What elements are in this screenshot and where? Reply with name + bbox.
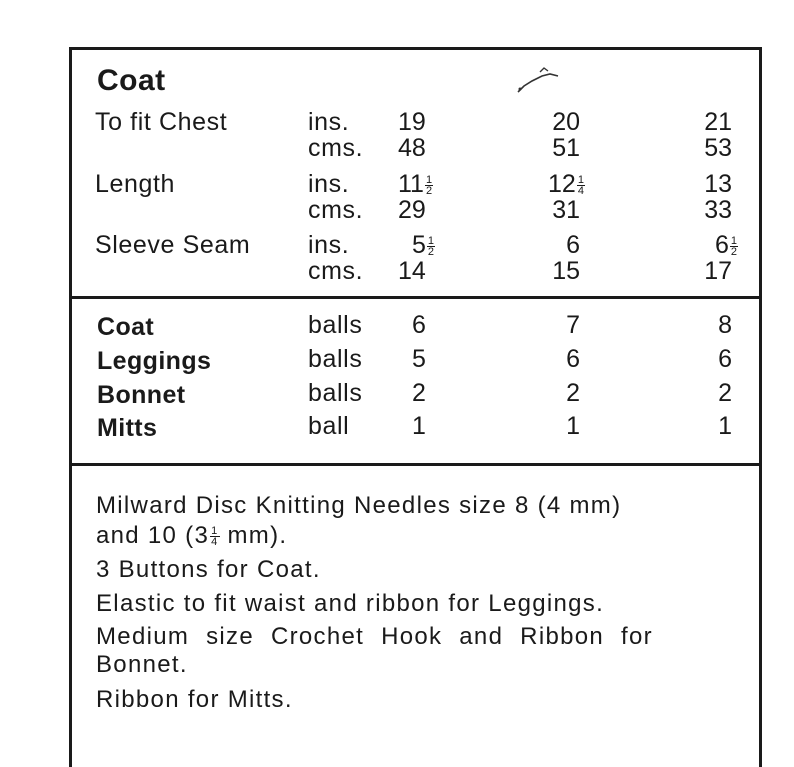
- size-1-value: 5: [412, 345, 426, 373]
- size-2-value: 2: [566, 379, 580, 407]
- measure-label: Length: [95, 170, 176, 198]
- yarn-unit: ball: [308, 412, 350, 440]
- size-1-value: 6: [412, 311, 426, 339]
- materials-crochet-line-2: Bonnet.: [96, 651, 188, 678]
- materials-needles-line-2: and 10 (3 $\frac{1}{4}$ mm).: [96, 522, 288, 549]
- section-divider-bottom: [69, 463, 762, 466]
- materials-buttons: 3 Buttons for Coat.: [96, 556, 321, 583]
- size-1-value: 48: [398, 134, 426, 162]
- size-3-value: 1: [718, 412, 732, 440]
- size-2-value: 6: [566, 345, 580, 373]
- materials-mitts-ribbon: Ribbon for Mitts.: [96, 686, 293, 713]
- size-3-value: 17: [704, 257, 732, 285]
- size-2-value: 6: [566, 231, 580, 259]
- yarn-item: Leggings: [97, 347, 212, 375]
- size-2-value: 20: [552, 108, 580, 136]
- materials-elastic: Elastic to fit waist and ribbon for Leggings.: [96, 590, 605, 617]
- size-3-value: 8: [718, 311, 732, 339]
- size-3-value: 6 $\frac{1}{2}$: [715, 231, 738, 259]
- size-3-value: 6: [718, 345, 732, 373]
- size-2-value: 7: [566, 311, 580, 339]
- size-2-value: 1: [566, 412, 580, 440]
- ink-mark-icon: [514, 64, 564, 96]
- materials-crochet-line-1: Medium size Crochet Hook and Ribbon for: [96, 623, 653, 650]
- size-2-value: 51: [552, 134, 580, 162]
- yarn-item: Coat: [97, 313, 155, 341]
- size-3-value: 33: [704, 196, 732, 224]
- unit-cms: cms.: [308, 134, 364, 162]
- unit-cms: cms.: [308, 257, 364, 285]
- yarn-item: Mitts: [97, 414, 158, 442]
- size-3-value: 2: [718, 379, 732, 407]
- yarn-unit: balls: [308, 311, 363, 339]
- size-3-value: 13: [704, 170, 732, 198]
- size-3-value: 53: [704, 134, 732, 162]
- measure-label: To fit Chest: [95, 108, 228, 136]
- measure-label: Sleeve Seam: [95, 231, 251, 259]
- section-divider-top: [69, 296, 762, 299]
- size-3-value: 21: [704, 108, 732, 136]
- size-1-value: 29: [398, 196, 426, 224]
- materials-needles-line-1: Milward Disc Knitting Needles size 8 (4 mm): [96, 492, 622, 519]
- section-title: Coat: [97, 64, 166, 97]
- size-2-value: 15: [552, 257, 580, 285]
- size-1-value: 11 $\frac{1}{2}$: [398, 170, 433, 198]
- unit-ins: ins.: [308, 170, 350, 198]
- yarn-item: Bonnet: [97, 381, 186, 409]
- size-1-value: 5 $\frac{1}{2}$: [412, 231, 435, 259]
- unit-cms: cms.: [308, 196, 364, 224]
- size-2-value: 31: [552, 196, 580, 224]
- size-1-value: 14: [398, 257, 426, 285]
- size-1-value: 19: [398, 108, 426, 136]
- yarn-unit: balls: [308, 345, 363, 373]
- unit-ins: ins.: [308, 231, 350, 259]
- size-2-value: 12 $\frac{1}{4}$: [548, 170, 584, 198]
- size-1-value: 1: [412, 412, 426, 440]
- unit-ins: ins.: [308, 108, 350, 136]
- yarn-unit: balls: [308, 379, 363, 407]
- size-1-value: 2: [412, 379, 426, 407]
